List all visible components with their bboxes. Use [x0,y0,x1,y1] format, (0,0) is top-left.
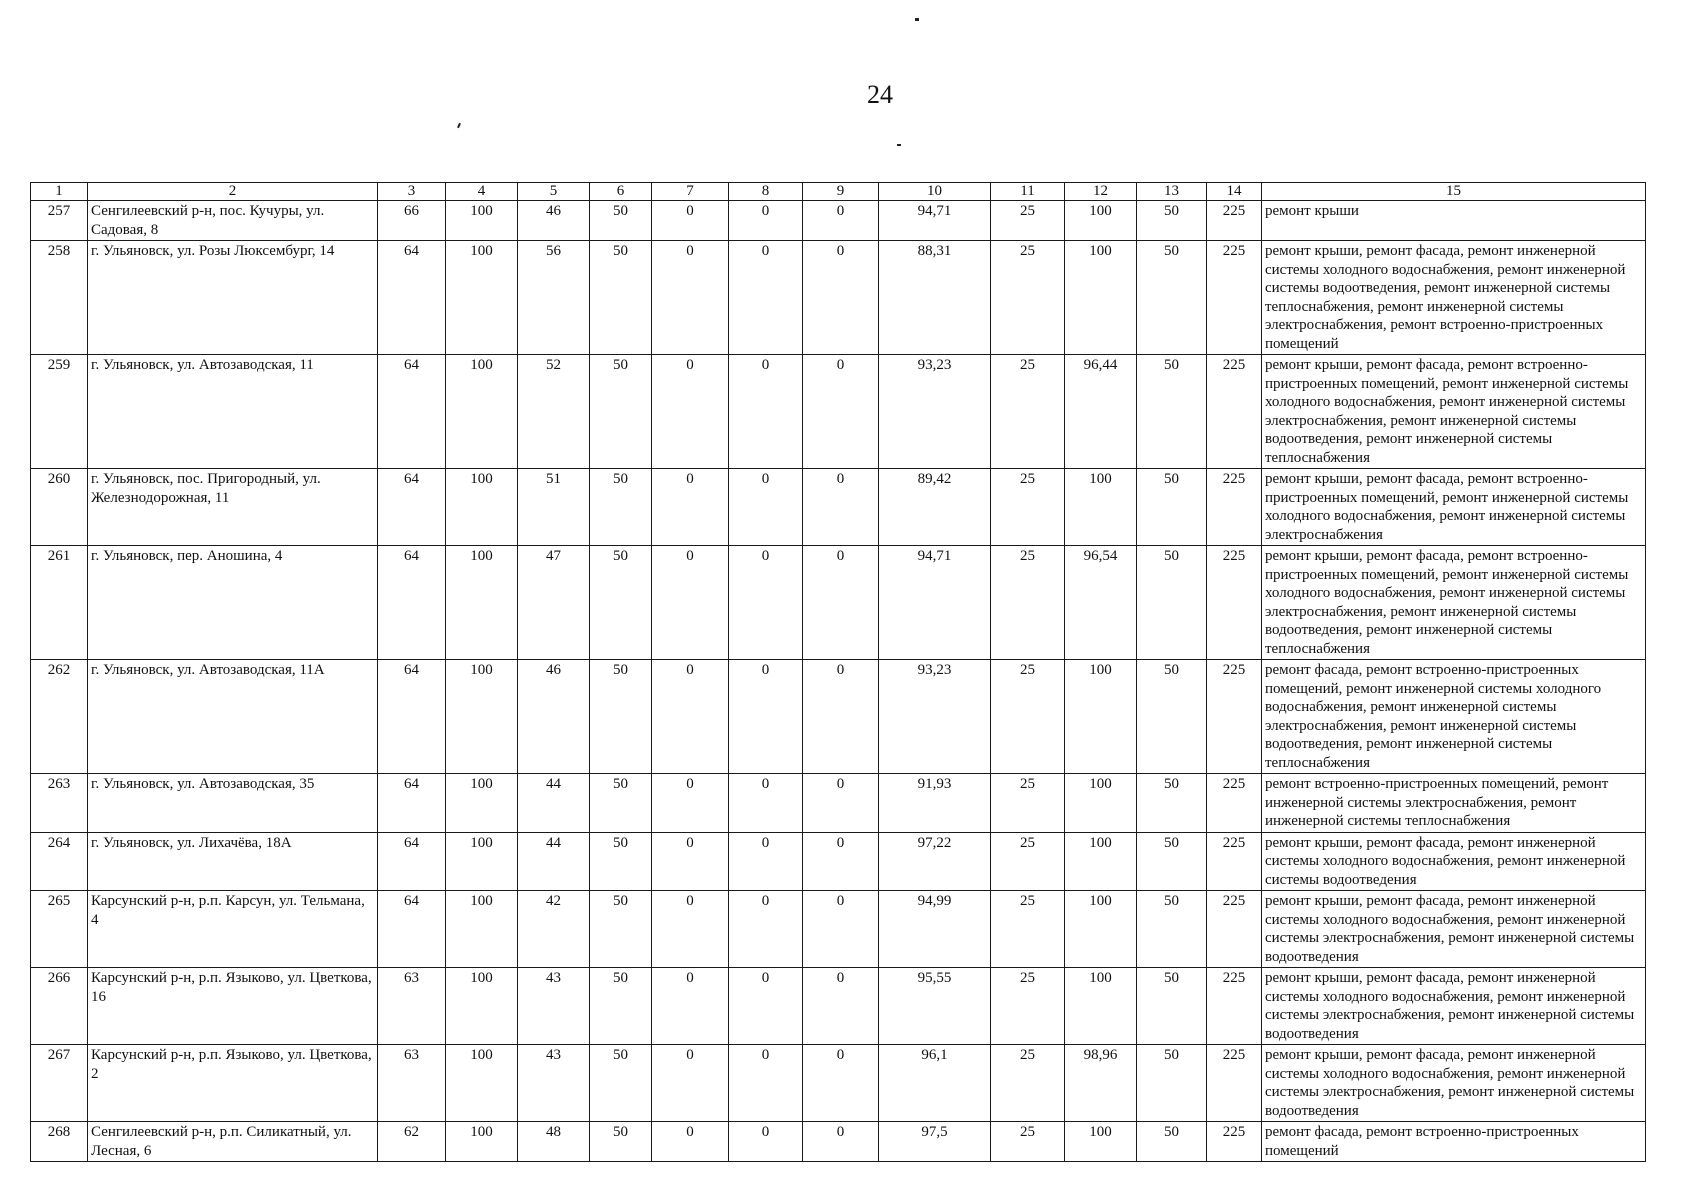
cell-c5: 44 [518,832,590,891]
cell-c3: 64 [378,546,446,660]
cell-c7: 0 [652,201,729,241]
repair-registry-table [30,182,1646,1162]
cell-c14: 225 [1207,660,1262,774]
cell-c11: 25 [991,469,1065,546]
cell-c10: 95,55 [879,968,991,1045]
cell-c8: 0 [729,774,803,833]
cell-c12: 100 [1065,891,1137,968]
column-header-8: 8 [729,183,803,201]
cell-c7: 0 [652,469,729,546]
header-row [31,183,1646,201]
cell-c11: 25 [991,660,1065,774]
cell-c7: 0 [652,968,729,1045]
address-cell: Сенгилеевский р-н, р.п. Силикатный, ул. Лесная, 6 [88,1122,378,1162]
cell-c13: 50 [1137,774,1207,833]
column-header-11: 11 [991,183,1065,201]
address-cell: г. Ульяновск, ул. Лихачёва, 18А [88,832,378,891]
cell-c11: 25 [991,891,1065,968]
table-row [31,201,1646,241]
cell-c4: 100 [446,201,518,241]
cell-c12: 96,54 [1065,546,1137,660]
cell-c13: 50 [1137,832,1207,891]
cell-c11: 25 [991,546,1065,660]
row-number-cell: 265 [31,891,88,968]
repair-works-cell: ремонт крыши, ремонт фасада, ремонт встроенно-пристроенных помещений, ремонт инженерной системы холодного водоснабжения, ремонт инженерной системы электроснабжения, ремонт инженерной системы водоотведения, ремонт инженерной системы теплоснабжения [1262,546,1646,660]
cell-c9: 0 [803,546,879,660]
cell-c6: 50 [590,201,652,241]
address-cell: Карсунский р-н, р.п. Языково, ул. Цветкова, 16 [88,968,378,1045]
cell-c10: 91,93 [879,774,991,833]
cell-c12: 100 [1065,241,1137,355]
cell-c5: 42 [518,891,590,968]
address-cell: г. Ульяновск, пос. Пригородный, ул. Железнодорожная, 11 [88,469,378,546]
cell-c4: 100 [446,832,518,891]
cell-c4: 100 [446,891,518,968]
cell-c10: 93,23 [879,660,991,774]
cell-c6: 50 [590,774,652,833]
cell-c8: 0 [729,968,803,1045]
cell-c3: 64 [378,774,446,833]
cell-c3: 64 [378,660,446,774]
cell-c4: 100 [446,968,518,1045]
repair-works-cell: ремонт крыши [1262,201,1646,241]
cell-c11: 25 [991,201,1065,241]
repair-works-cell: ремонт фасада, ремонт встроенно-пристроенных помещений [1262,1122,1646,1162]
repair-works-cell: ремонт крыши, ремонт фасада, ремонт встроенно-пристроенных помещений, ремонт инженерной системы холодного водоснабжения, ремонт инженерной системы электроснабжения [1262,469,1646,546]
cell-c14: 225 [1207,832,1262,891]
table-body [31,201,1646,1162]
repair-works-cell: ремонт крыши, ремонт фасада, ремонт инженерной системы холодного водоснабжения, ремонт инженерной системы водоотведения [1262,832,1646,891]
cell-c8: 0 [729,241,803,355]
cell-c3: 64 [378,891,446,968]
cell-c11: 25 [991,774,1065,833]
address-cell: Карсунский р-н, р.п. Карсун, ул. Тельмана, 4 [88,891,378,968]
cell-c13: 50 [1137,891,1207,968]
cell-c7: 0 [652,1122,729,1162]
cell-c9: 0 [803,660,879,774]
cell-c12: 100 [1065,469,1137,546]
address-cell: г. Ульяновск, ул. Автозаводская, 11 [88,355,378,469]
cell-c7: 0 [652,241,729,355]
cell-c8: 0 [729,201,803,241]
cell-c14: 225 [1207,469,1262,546]
cell-c5: 43 [518,968,590,1045]
page-number: 24 [867,80,893,109]
repair-works-cell: ремонт крыши, ремонт фасада, ремонт встроенно-пристроенных помещений, ремонт инженерной системы холодного водоснабжения, ремонт инженерной системы электроснабжения, ремонт инженерной системы водоотведения, ремонт инженерной системы теплоснабжения [1262,355,1646,469]
cell-c8: 0 [729,891,803,968]
table-row [31,355,1646,469]
address-cell: Карсунский р-н, р.п. Языково, ул. Цветкова, 2 [88,1045,378,1122]
cell-c11: 25 [991,355,1065,469]
cell-c12: 100 [1065,774,1137,833]
cell-c3: 66 [378,201,446,241]
cell-c11: 25 [991,832,1065,891]
cell-c14: 225 [1207,546,1262,660]
column-header-3: 3 [378,183,446,201]
cell-c9: 0 [803,1122,879,1162]
scan-speck [915,18,919,21]
repair-works-cell: ремонт встроенно-пристроенных помещений, ремонт инженерной системы электроснабжения, ремонт инженерной системы теплоснабжения [1262,774,1646,833]
cell-c13: 50 [1137,968,1207,1045]
cell-c5: 43 [518,1045,590,1122]
cell-c10: 97,22 [879,832,991,891]
cell-c12: 100 [1065,1122,1137,1162]
cell-c14: 225 [1207,891,1262,968]
column-header-12: 12 [1065,183,1137,201]
cell-c5: 44 [518,774,590,833]
cell-c9: 0 [803,355,879,469]
table-row [31,660,1646,774]
cell-c7: 0 [652,832,729,891]
cell-c3: 64 [378,355,446,469]
cell-c4: 100 [446,1045,518,1122]
repair-works-cell: ремонт крыши, ремонт фасада, ремонт инженерной системы холодного водоснабжения, ремонт инженерной системы электроснабжения, ремонт инженерной системы водоотведения [1262,968,1646,1045]
column-header-2: 2 [88,183,378,201]
cell-c9: 0 [803,968,879,1045]
cell-c10: 97,5 [879,1122,991,1162]
cell-c6: 50 [590,968,652,1045]
repair-works-cell: ремонт крыши, ремонт фасада, ремонт инженерной системы холодного водоснабжения, ремонт инженерной системы электроснабжения, ремонт инженерной системы водоотведения [1262,891,1646,968]
cell-c9: 0 [803,241,879,355]
row-number-cell: 262 [31,660,88,774]
table-row [31,1045,1646,1122]
cell-c6: 50 [590,1122,652,1162]
cell-c4: 100 [446,355,518,469]
cell-c8: 0 [729,660,803,774]
table-row [31,1122,1646,1162]
cell-c12: 100 [1065,201,1137,241]
cell-c7: 0 [652,774,729,833]
cell-c6: 50 [590,660,652,774]
cell-c10: 94,71 [879,546,991,660]
table-row [31,469,1646,546]
cell-c13: 50 [1137,1122,1207,1162]
address-cell: г. Ульяновск, ул. Автозаводская, 11А [88,660,378,774]
cell-c6: 50 [590,1045,652,1122]
cell-c5: 52 [518,355,590,469]
column-header-13: 13 [1137,183,1207,201]
column-header-1: 1 [31,183,88,201]
cell-c5: 56 [518,241,590,355]
column-header-9: 9 [803,183,879,201]
cell-c8: 0 [729,469,803,546]
cell-c8: 0 [729,1045,803,1122]
column-header-14: 14 [1207,183,1262,201]
cell-c9: 0 [803,469,879,546]
scan-speck [457,123,461,128]
row-number-cell: 257 [31,201,88,241]
cell-c5: 47 [518,546,590,660]
cell-c10: 96,1 [879,1045,991,1122]
cell-c11: 25 [991,241,1065,355]
cell-c4: 100 [446,469,518,546]
cell-c7: 0 [652,891,729,968]
row-number-cell: 259 [31,355,88,469]
cell-c3: 64 [378,241,446,355]
table-row [31,832,1646,891]
cell-c4: 100 [446,1122,518,1162]
row-number-cell: 263 [31,774,88,833]
repair-works-cell: ремонт крыши, ремонт фасада, ремонт инженерной системы холодного водоснабжения, ремонт инженерной системы электроснабжения, ремонт инженерной системы водоотведения [1262,1045,1646,1122]
row-number-cell: 266 [31,968,88,1045]
address-cell: Сенгилеевский р-н, пос. Кучуры, ул. Садовая, 8 [88,201,378,241]
cell-c13: 50 [1137,469,1207,546]
cell-c4: 100 [446,241,518,355]
column-header-4: 4 [446,183,518,201]
cell-c3: 62 [378,1122,446,1162]
cell-c14: 225 [1207,201,1262,241]
cell-c9: 0 [803,832,879,891]
cell-c3: 63 [378,968,446,1045]
repair-works-cell: ремонт фасада, ремонт встроенно-пристроенных помещений, ремонт инженерной системы холодного водоснабжения, ремонт инженерной системы электроснабжения, ремонт инженерной системы водоотведения, ремонт инженерной системы теплоснабжения [1262,660,1646,774]
cell-c5: 46 [518,660,590,774]
column-header-6: 6 [590,183,652,201]
cell-c6: 50 [590,355,652,469]
cell-c7: 0 [652,660,729,774]
row-number-cell: 258 [31,241,88,355]
row-number-cell: 267 [31,1045,88,1122]
cell-c13: 50 [1137,546,1207,660]
cell-c10: 94,99 [879,891,991,968]
cell-c7: 0 [652,355,729,469]
cell-c13: 50 [1137,201,1207,241]
cell-c9: 0 [803,774,879,833]
cell-c7: 0 [652,1045,729,1122]
column-header-7: 7 [652,183,729,201]
cell-c8: 0 [729,1122,803,1162]
cell-c13: 50 [1137,660,1207,774]
address-cell: г. Ульяновск, ул. Автозаводская, 35 [88,774,378,833]
cell-c13: 50 [1137,241,1207,355]
address-cell: г. Ульяновск, ул. Розы Люксембург, 14 [88,241,378,355]
repair-works-cell: ремонт крыши, ремонт фасада, ремонт инженерной системы холодного водоснабжения, ремонт инженерной системы водоотведения, ремонт инженерной системы теплоснабжения, ремонт инженерной системы электроснабжения, ремонт встроенно-пристроенных помещений [1262,241,1646,355]
cell-c8: 0 [729,355,803,469]
cell-c12: 100 [1065,660,1137,774]
cell-c4: 100 [446,660,518,774]
column-header-10: 10 [879,183,991,201]
cell-c6: 50 [590,469,652,546]
cell-c9: 0 [803,201,879,241]
cell-c8: 0 [729,832,803,891]
cell-c3: 64 [378,469,446,546]
cell-c6: 50 [590,546,652,660]
address-cell: г. Ульяновск, пер. Аношина, 4 [88,546,378,660]
cell-c14: 225 [1207,241,1262,355]
column-header-5: 5 [518,183,590,201]
table-row [31,891,1646,968]
cell-c14: 225 [1207,1122,1262,1162]
cell-c3: 63 [378,1045,446,1122]
cell-c6: 50 [590,241,652,355]
row-number-cell: 268 [31,1122,88,1162]
cell-c5: 48 [518,1122,590,1162]
row-number-cell: 260 [31,469,88,546]
cell-c10: 89,42 [879,469,991,546]
scan-speck [897,144,901,146]
cell-c5: 51 [518,469,590,546]
row-number-cell: 264 [31,832,88,891]
cell-c13: 50 [1137,1045,1207,1122]
cell-c6: 50 [590,832,652,891]
cell-c4: 100 [446,774,518,833]
column-header-15: 15 [1262,183,1646,201]
table-row [31,546,1646,660]
cell-c12: 100 [1065,968,1137,1045]
cell-c7: 0 [652,546,729,660]
cell-c5: 46 [518,201,590,241]
cell-c6: 50 [590,891,652,968]
cell-c10: 93,23 [879,355,991,469]
table-row [31,774,1646,833]
cell-c11: 25 [991,968,1065,1045]
cell-c12: 96,44 [1065,355,1137,469]
cell-c9: 0 [803,891,879,968]
cell-c11: 25 [991,1122,1065,1162]
cell-c12: 98,96 [1065,1045,1137,1122]
cell-c9: 0 [803,1045,879,1122]
cell-c13: 50 [1137,355,1207,469]
cell-c14: 225 [1207,968,1262,1045]
cell-c14: 225 [1207,355,1262,469]
cell-c12: 100 [1065,832,1137,891]
cell-c8: 0 [729,546,803,660]
row-number-cell: 261 [31,546,88,660]
cell-c10: 88,31 [879,241,991,355]
table-row [31,968,1646,1045]
cell-c14: 225 [1207,1045,1262,1122]
cell-c3: 64 [378,832,446,891]
cell-c4: 100 [446,546,518,660]
cell-c14: 225 [1207,774,1262,833]
table-row [31,241,1646,355]
cell-c11: 25 [991,1045,1065,1122]
cell-c10: 94,71 [879,201,991,241]
